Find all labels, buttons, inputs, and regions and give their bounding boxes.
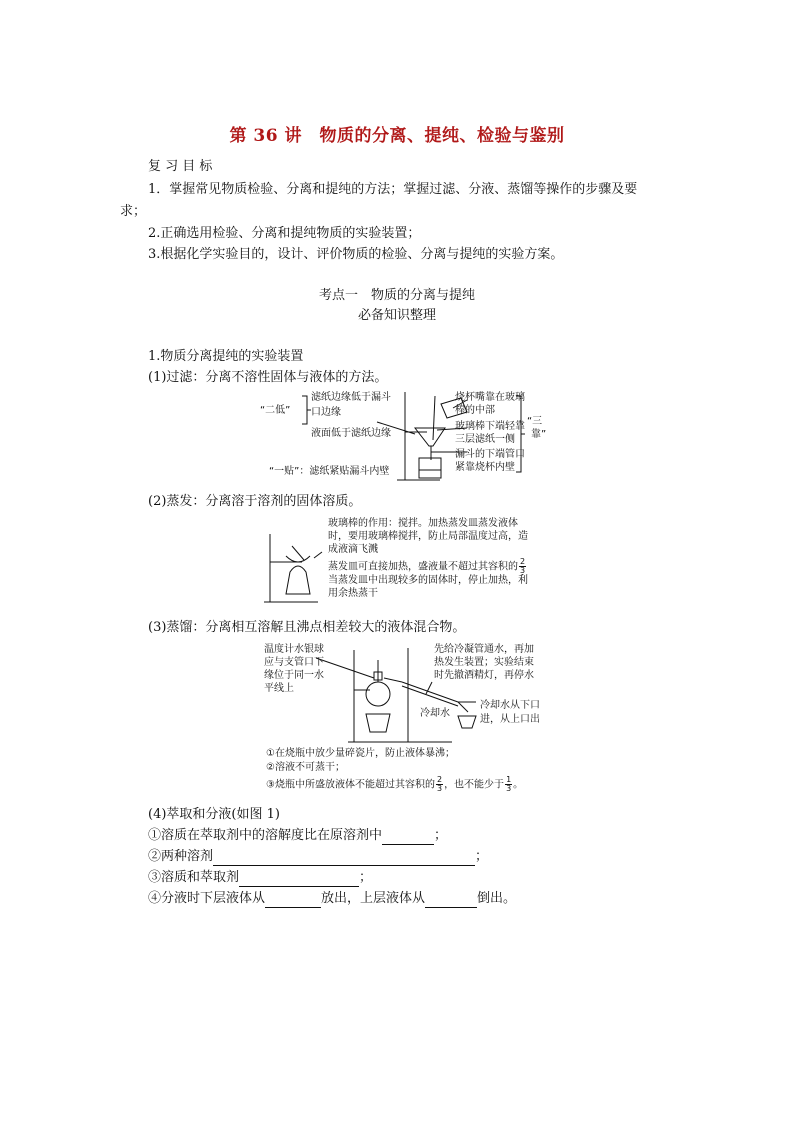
extraction-line-1 [148, 827, 447, 845]
low-1b: 口边缘 [311, 407, 341, 418]
answer-blank-2[interactable] [213, 851, 475, 866]
fraction-denominator: 3 [520, 566, 526, 575]
low-1a: 滤纸边缘低于漏斗 [311, 392, 391, 403]
condenser-note-a: 先给冷凝管通水，再加 [434, 644, 534, 655]
fraction-one-third [505, 776, 512, 793]
evap-note-3a: 当蒸发皿中出现较多的固体时，停止加热，利 [328, 575, 528, 586]
water-flow-b: 进，从上口出 [480, 714, 540, 725]
answer-blank-5[interactable] [425, 893, 477, 908]
distill-note-2: ②溶液不可蒸干； [266, 762, 345, 773]
evap-note-1b: 时，要用玻璃棒搅拌，防止局部温度过高，造 [328, 531, 528, 542]
goal-2: 2.正确选用检验、分离和提纯物质的实验装置； [148, 226, 421, 241]
extraction-line-4-b: 放出，上层液体从 [321, 891, 426, 906]
fraction-numerator: 2 [520, 557, 526, 566]
evaporation-heading: (2)蒸发：分离溶于溶剂的固体溶质。 [148, 494, 362, 509]
extraction-line-3-text: ③溶质和萃取剂 [148, 870, 240, 885]
fraction-two-thirds-2 [436, 776, 443, 793]
fraction-numerator: 2 [436, 775, 443, 784]
review-heading: 复 习 目 标 [148, 159, 213, 174]
fraction-numerator: 1 [506, 775, 512, 784]
lean-2b: 三层滤纸一侧 [455, 434, 515, 445]
item-1-heading: 1.物质分离提纯的实验装置 [148, 349, 304, 364]
lean-3b: 紧靠烧杯内壁 [455, 462, 515, 473]
evap-note-1c: 成液滴飞溅 [328, 544, 378, 555]
one-stick-label: “一贴”：滤纸紧贴漏斗内壁 [269, 466, 390, 477]
extraction-line-1-end: ； [434, 828, 448, 843]
lean-2a: 玻璃棒下端轻靠 [455, 421, 525, 432]
extraction-line-4 [148, 890, 516, 908]
goal-1-line-1: 1．掌握常见物质检验、分离和提纯的方法；掌握过滤、分液、蒸馏等操作的步骤及要 [148, 182, 638, 197]
lean-1b: 棒的中部 [455, 405, 495, 416]
goal-1-line-2: 求； [120, 204, 147, 219]
answer-blank-3[interactable] [239, 872, 359, 887]
filtration-heading: (1)过滤：分离不溶性固体与液体的方法。 [148, 370, 388, 385]
extraction-line-2-text: ②两种溶剂 [148, 849, 214, 864]
thermo-note-c: 缘位于同一水 [264, 670, 324, 681]
fraction-denominator: 3 [436, 784, 443, 793]
thermo-note-a: 温度计水银球 [264, 644, 324, 655]
section-subheading: 必备知识整理 [357, 308, 436, 323]
distillation-heading: (3)蒸馏：分离相互溶解且沸点相差较大的液体混合物。 [148, 620, 466, 635]
water-flow-a: 冷却水从下口 [480, 700, 540, 711]
evaporation-diagram [262, 516, 562, 606]
extraction-line-1-text: ①溶质在萃取剂中的溶解度比在原溶剂中 [148, 828, 383, 843]
thermo-note-b: 应与支管口下 [264, 657, 324, 668]
fraction-two-thirds [519, 558, 526, 575]
thermo-note-d: 平线上 [264, 683, 294, 694]
extraction-heading: (4)萃取和分液(如图 1) [148, 807, 280, 822]
extraction-line-2 [148, 848, 488, 866]
condenser-note-b: 热发生装置；实验结束 [434, 657, 534, 668]
answer-blank-1[interactable] [382, 830, 434, 845]
section-heading: 考点一 物质的分离与提纯 [318, 288, 475, 303]
extraction-line-4-c: 倒出。 [477, 891, 517, 906]
distillation-diagram [262, 642, 572, 792]
distill-note-3-c: 。 [513, 779, 524, 791]
cooling-water-label: 冷却水 [420, 708, 450, 719]
lean-1a: 烧杯嘴靠在玻璃 [455, 392, 525, 403]
low-2: 液面低于滤纸边缘 [311, 428, 391, 439]
extraction-line-2-end: ； [475, 849, 489, 864]
extraction-line-3 [148, 869, 372, 887]
extraction-line-4-a: ④分液时下层液体从 [148, 891, 266, 906]
goal-3: 3.根据化学实验目的，设计、评价物质的检验、分离与提纯的实验方案。 [148, 247, 564, 262]
distill-note-1: ①在烧瓶中放少量碎瓷片，防止液体暴沸； [266, 748, 455, 759]
filtration-diagram [255, 390, 575, 486]
condenser-note-c: 时先撤酒精灯，再停水 [434, 670, 534, 681]
three-lean-a: “三 [527, 416, 543, 427]
fraction-denominator: 3 [506, 784, 512, 793]
evap-note-3b: 用余热蒸干 [328, 588, 378, 599]
lean-3a: 漏斗的下端管口 [455, 449, 525, 460]
distill-note-3 [266, 776, 523, 793]
distill-note-3-b: ，也不能少于 [444, 779, 505, 791]
page-title: 第 36 讲 物质的分离、提纯、检验与鉴别 [229, 126, 565, 146]
three-lean-b: 靠” [531, 429, 547, 440]
evap-note-2-text: 蒸发皿可直接加热，盛液量不超过其容积的 [328, 561, 518, 573]
distill-note-3-a: ③烧瓶中所盛放液体不能超过其容积的 [266, 779, 435, 791]
evap-note-1a: 玻璃棒的作用：搅拌。加热蒸发皿蒸发液体 [328, 518, 518, 529]
two-low-label: “二低” [260, 405, 291, 416]
answer-blank-4[interactable] [265, 893, 321, 908]
extraction-line-3-end: ； [359, 870, 373, 885]
evap-note-2 [328, 558, 527, 575]
